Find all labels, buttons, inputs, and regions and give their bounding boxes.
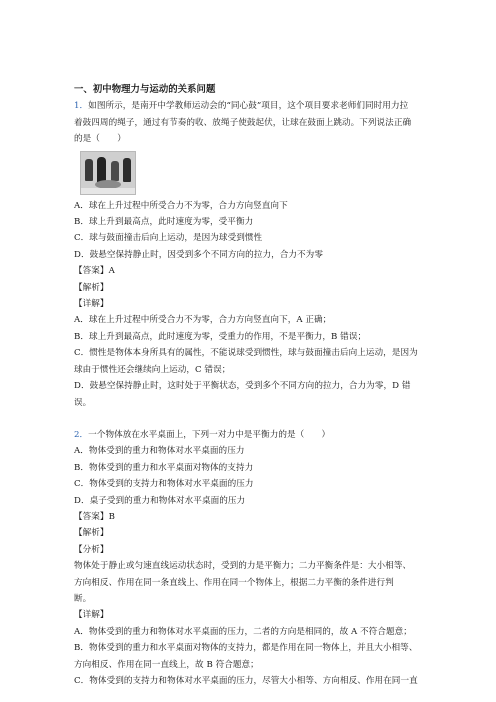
q2-analysis-label: 【解析】 [74, 528, 109, 539]
document-content [74, 82, 426, 689]
q1-option-a: A．球在上升过程中所受合力不为零，合力方向竖直向下 [74, 200, 288, 211]
q1-detail-line-4: 球由于惯性还会继续向上运动，C 错误； [74, 364, 231, 375]
q1-option-d: D．鼓悬空保持静止时，因受到多个不同方向的拉力，合力不为零 [74, 249, 323, 260]
q1-stem-line-1: 1．如图所示，是南开中学教师运动会的“同心鼓”项目，这个项目要求老师们同时用力拉 [74, 101, 409, 112]
q2-detail-line-4: C．物体受到的支持力和物体对水平桌面的压力，尽管大小相等、方向相反、作用在同一直 [74, 676, 418, 686]
q2-fenxi-line-3: 断。 [74, 593, 92, 604]
q1-option-b: B．球上升到最高点，此时速度为零，受平衡力 [74, 217, 254, 228]
q2-number: 2． [74, 429, 89, 440]
q2-option-d: D．桌子受到的重力和物体对水平桌面的压力 [74, 495, 246, 506]
q1-detail-line-5: D．鼓悬空保持静止时，这时处于平衡状态，受到多个不同方向的拉力，合力为零，D 错 [74, 381, 411, 392]
q2-fenxi-line-1: 物体处于静止或匀速直线运动状态时，受到的力是平衡力；二力平衡条件是：大小相等、 [74, 561, 412, 572]
q1-answer: 【答案】A [74, 266, 115, 277]
q2-answer: 【答案】B [74, 511, 115, 522]
drum-game-photo-icon [80, 151, 136, 195]
q2-option-b: B．物体受到的重力和水平桌面对物体的支持力 [74, 462, 254, 473]
q1-stem-line-3: 的是（ ） [74, 134, 126, 145]
q1-option-c: C．球与鼓面撞击后向上运动，是因为球受到惯性 [74, 233, 263, 244]
q2-option-c: C．物体受到的支持力和物体对水平桌面的压力 [74, 479, 254, 490]
q1-detail-line-6: 误。 [74, 397, 92, 408]
q1-detail-label: 【详解】 [74, 299, 109, 310]
section-title: 一、初中物理力与运动的关系问题 [74, 84, 216, 95]
q2-option-a: A．物体受到的重力和物体对水平桌面的压力 [74, 446, 245, 457]
q2-fenxi-line-2: 方向相反、作用在同一条直线上、作用在同一个物体上，根据二力平衡的条件进行判 [74, 577, 394, 588]
q2-detail-line-2: B．物体受到的重力和水平桌面对物体的支持力，都是作用在同一物体上，并且大小相等、 [74, 643, 418, 654]
q2-detail-line-3: 方向相反、作用在同一直线上，故 B 符合题意； [74, 659, 259, 670]
q1-number: 1． [74, 101, 89, 112]
q1-stem-line-2: 着鼓四周的绳子，通过有节奏的收、放绳子使鼓起伏，让球在鼓面上跳动。下列说法正确 [74, 117, 412, 128]
q2-fenxi-label: 【分析】 [74, 544, 109, 555]
q2-detail-line-1: A．物体受到的重力和物体对水平桌面的压力，二者的方向是相同的，故 A 不符合题意； [74, 626, 412, 637]
q1-detail-line-1: A．球在上升过程中所受合力不为零，合力方向竖直向下，A 正确； [74, 315, 332, 326]
q2-stem: 2．一个物体放在水平桌面上，下列一对力中是平衡力的是（ ） [74, 429, 331, 440]
q2-detail-label: 【详解】 [74, 610, 109, 621]
q1-analysis-label: 【解析】 [74, 282, 109, 293]
q1-detail-line-3: C．惯性是物体本身所具有的属性，不能说球受到惯性，球与鼓面撞击后向上运动，是因为 [74, 348, 418, 359]
q1-detail-line-2: B．球上升到最高点，此时速度为零，受重力的作用，不是平衡力，B 错误； [74, 331, 367, 342]
